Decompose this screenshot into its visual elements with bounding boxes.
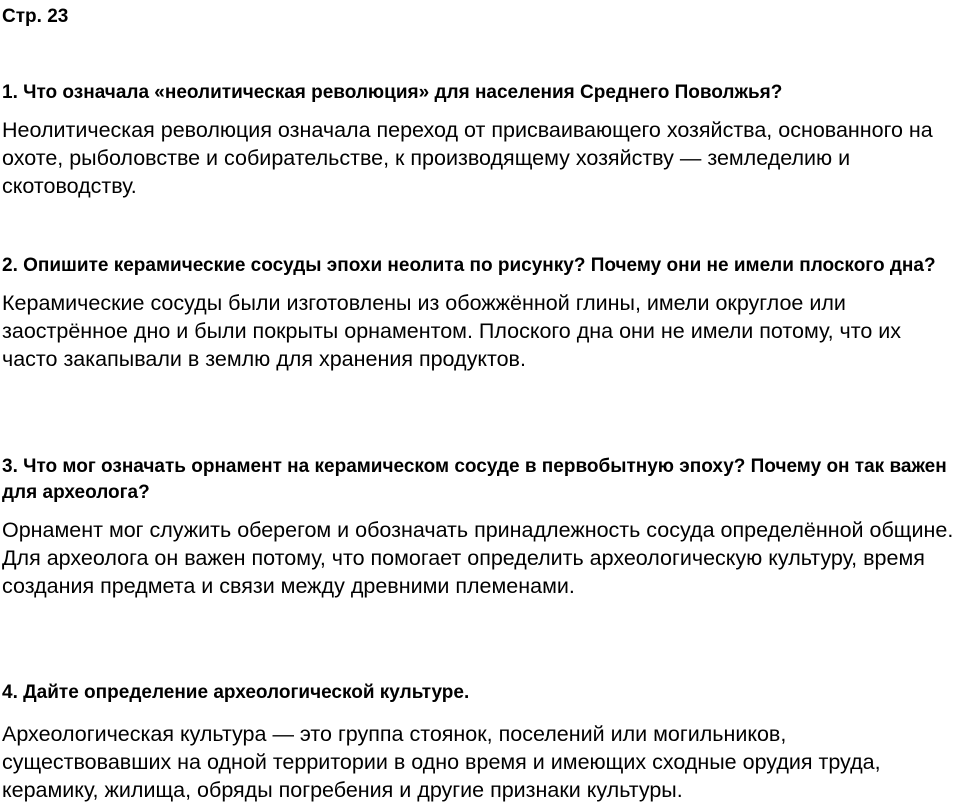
answer-1: Неолитическая революция означала переход от присваивающего хозяйства, основанного на охоте, рыболовстве и собирательстве, к производящему хозяйству — земледелию и скотоводству. [2, 118, 933, 198]
answer-3: Орнамент мог служить оберегом и обозначать принадлежность сосуда определённой общине. Для археолога он важен потому, что помогает определить археологическую культуру, время создания предмета и связи между древними племенами. [2, 518, 954, 598]
qa-item-2 [2, 253, 954, 373]
question-4: 4. Дайте определение археологической культуре. [2, 682, 470, 703]
qa-item-1 [2, 80, 954, 200]
answer-4: Археологическая культура — это группа стоянок, поселений или могильников, существовавших на одной территории в одно время и имеющих сходные орудия труда, керамику, жилища, обряды погребения и другие признаки культуры. [2, 722, 881, 802]
qa-item-3 [2, 454, 954, 600]
question-3: 3. Что мог означать орнамент на керамическом сосуде в первобытную эпоху? Почему он так важен для археолога? [2, 456, 947, 503]
question-2: 2. Опишите керамические сосуды эпохи неолита по рисунку? Почему они не имели плоского дна? [2, 255, 936, 276]
question-1: 1. Что означала «неолитическая революция» для населения Среднего Поволжья? [2, 82, 783, 103]
answer-2: Керамические сосуды были изготовлены из обожжённой глины, имели округлое или заострённое дно и были покрыты орнаментом. Плоского дна они не имели потому, что их часто закапывали в землю для хранения продуктов. [2, 291, 902, 371]
page-number: Стр. 23 [2, 6, 69, 27]
qa-item-4 [2, 680, 954, 804]
